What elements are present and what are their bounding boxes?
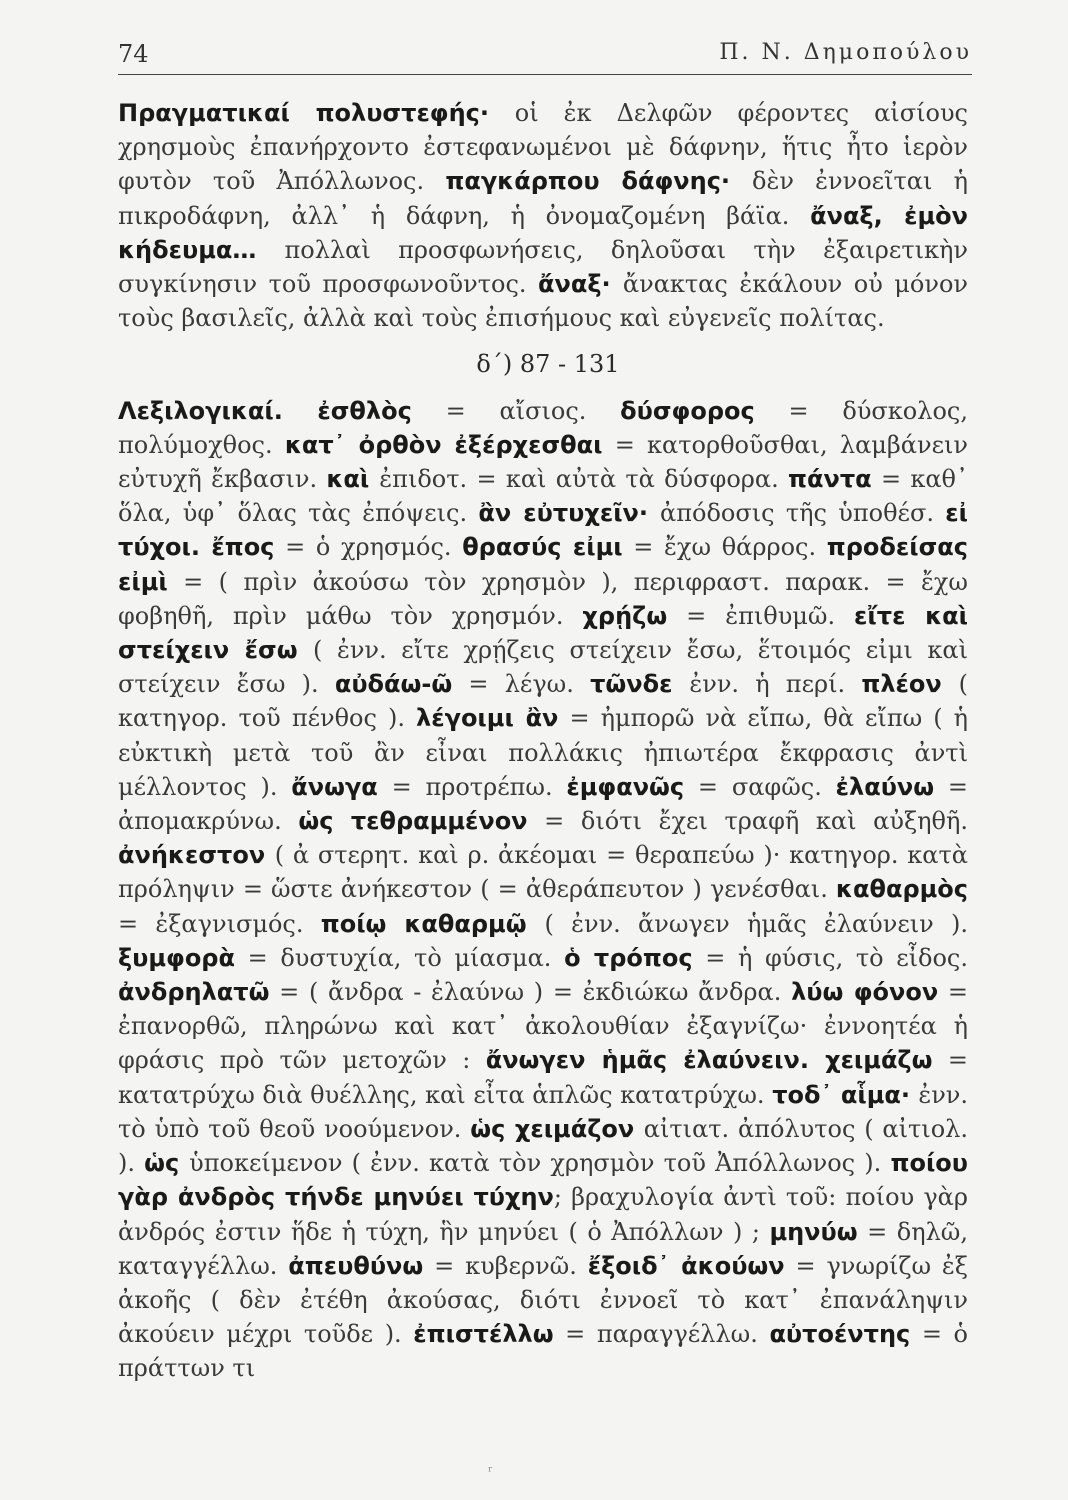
lemma-term: ἄνωγα (291, 772, 378, 801)
lemma-term: ὡς τεθραμμένον (298, 807, 528, 836)
lemma-term: εἴτε καὶ στείχειν ἔσω (118, 601, 968, 665)
lemma-term: Πραγματικαί πολυστεφής· (118, 99, 515, 127)
gloss-text: = ἔχω θάρρος. (622, 533, 827, 562)
gloss-text: = αἴσιος. (411, 396, 621, 425)
lemma-term: ἀνήκεστον (118, 841, 275, 870)
gloss-text: = δύσκολος, πολύμοχθος. (118, 396, 968, 459)
lemma-term: ἐμφανῶς (566, 772, 685, 801)
lemma-term: δύσφορος (620, 396, 755, 425)
body-text (118, 96, 968, 1386)
lemma-term: πλέον (861, 670, 959, 699)
gloss-text: δὲν ἐννοεῖται ἡ πικροδάφνη, ἀλλ᾿ ἡ δάφνη, ἡ ὀνομαζομένη βάϊα. (118, 167, 968, 230)
lemma-term: κατ᾿ ὀρθὸν ἐξέρχεσθαι (284, 430, 603, 459)
lemma-term: ποίου γὰρ ἀνδρὸς τήνδε μηνύει τύχην (118, 1149, 968, 1212)
lemma-term: ἄναξ, ἐμὸν κήδευμα… (118, 201, 968, 264)
lemma-term: τοδ᾿ αἷμα· (772, 1080, 919, 1109)
gloss-text: = ( ἄνδρα - ἐλαύνω ) = ἐκδιώκω ἄνδρα. (269, 978, 792, 1007)
gloss-text: ( ἐνν. εἴτε χρῄζεις στείχειν ἔσω, ἕτοιμός εἰμι καὶ στείχειν ἔσω ). (118, 636, 968, 699)
gloss-text: = κατατρύχω διὰ θυέλλης, καὶ εἶτα ἁπλῶς κατατρύχω. (118, 1046, 969, 1109)
gloss-text: = σαφῶς. (684, 772, 836, 801)
gloss-text: = παραγγέλλω. (553, 1320, 770, 1349)
lemma-term: ἀνδρηλατῶ (118, 978, 270, 1007)
lemma-term: προδείσας εἰμὶ (118, 533, 969, 596)
gloss-text: πολλαὶ προσφωνήσεις, δηλοῦσαι τὴν ἐξαιρετικὴν συγκίνησιν τοῦ προσφωνοῦντος. (118, 235, 968, 299)
lemma-term: μηνύω (769, 1217, 858, 1246)
lemma-term: ξυμφορὰ (118, 943, 235, 972)
gloss-text: = ἐπανορθῶ, πληρώνω καὶ κατ᾿ ἀκολουθίαν ἐξαγνίζω· ἐννοητέα ἡ φράσις πρὸ τῶν μετοχῶν : (118, 978, 968, 1075)
lemma-term: αὐδάω-ῶ (334, 670, 453, 699)
gloss-text: ἐπιδοτ. = καὶ αὐτὰ τὰ δύσφορα. (379, 465, 789, 494)
gloss-text: = ( πρὶν ἀκούσω τὸν χρησμὸν ), περιφραστ. παρακ. = ἔχω φοβηθῆ, πρὶν μάθω τὸν χρησμόν. (118, 567, 968, 630)
paragraph-vocabulary (118, 394, 968, 1386)
lemma-term: παγκάρπου δάφνης· (445, 167, 752, 196)
gloss-text: = καθ᾿ ὅλα, ὑφ᾿ ὅλας τὰς ἐπόψεις. (118, 465, 969, 528)
gloss-text: = ἐπιθυμῶ. (667, 601, 855, 630)
gloss-text: ; βραχυλογία ἀντὶ τοῦ: ποίου γὰρ ἀνδρός ἐστιν ἥδε ἡ τύχη, ἣν μηνύει ( ὁ Ἀπόλλων ) ; (118, 1183, 969, 1246)
gloss-text: ( ἀ στερητ. καὶ ρ. ἀκέομαι = θεραπεύω )· κατηγορ. κατὰ πρόληψιν = ὥστε ἀνήκεστον ( = ἀθεράπευτον ) γενέσθαι. (118, 841, 968, 904)
lemma-term: λύω φόνον (791, 978, 939, 1007)
lemma-term: καὶ (326, 465, 380, 494)
gloss-text: = προτρέπω. (377, 772, 567, 801)
lemma-term: πάντα (788, 465, 872, 494)
gloss-text: = κατορθοῦσθαι, λαμβάνειν εὐτυχῆ ἔκβασιν. (118, 430, 968, 494)
stray-mark: ʳ (488, 1464, 493, 1480)
lemma-term: θρασύς εἰμι (462, 533, 623, 562)
lemma-term: ἐλαύνω (835, 772, 935, 801)
lemma-term: ὡς (144, 1149, 190, 1178)
gloss-text: ἄνακτας ἐκάλουν οὐ μόνον τοὺς βασιλεῖς, ἀλλὰ καὶ τοὺς ἐπισήμους καὶ εὐγενεῖς πολίτας. (118, 270, 968, 333)
page-header (118, 34, 972, 75)
lemma-term: εἰ τύχοι. ἔπος (118, 499, 969, 562)
lemma-term: ὁ τρόπος (564, 943, 693, 972)
gloss-text: = δυστυχία, τὸ μίασμα. (234, 943, 565, 972)
lemma-term: ἔξοιδ᾿ ἀκούων (587, 1251, 785, 1280)
gloss-text: ἐνν. ἡ περί. (689, 670, 862, 699)
gloss-text: = γνωρίζω ἐξ ἀκοῆς ( δὲν ἐτέθη ἀκούσας, διότι ἐννοεῖ τὸ κατ᾿ ἐπανάληψιν ἀκούειν μέχρι τοῦδε ). (118, 1251, 968, 1349)
paragraph-realia (118, 96, 968, 335)
running-head: Π. Ν. Δημοπούλου (719, 40, 972, 65)
page-number: 74 (118, 40, 149, 68)
gloss-text: ( κατηγορ. τοῦ πένθος ). (118, 670, 968, 733)
lemma-term: ἀπευθύνω (288, 1251, 424, 1280)
lemma-term: λέγοιμι ἂν (416, 704, 559, 733)
gloss-text: = ὁ χρησμός. (274, 533, 463, 562)
lemma-term: αὐτοέντης (769, 1320, 911, 1349)
lemma-term: ἐπιστέλλω (413, 1320, 554, 1349)
gloss-text: = ἡ φύσις, τὸ εἶδος. (692, 943, 969, 972)
gloss-text: οἱ ἐκ Δελφῶν φέροντες αἰσίους χρησμοὺς ἐπανήρχοντο ἐστεφανωμένοι μὲ δάφνην, ἥτις ἦτο ἱερὸν φυτὸν τοῦ Ἀπόλλωνος. (118, 99, 968, 196)
lemma-term: Λεξιλογικαί. ἐσθλὸς (118, 396, 412, 425)
section-label: δ΄) 87 - 131 (476, 350, 620, 379)
lemma-term: καθαρμὸς (835, 875, 968, 904)
gloss-text: = ἠμπορῶ νὰ εἴπω, θὰ εἴπω ( ἡ εὐκτικὴ μετὰ τοῦ ἂν εἶναι πολλάκις ἠπιωτέρα ἔκφρασις ἀντὶ μέλλοντος ). (118, 704, 968, 801)
lemma-term: ἄνωγεν ἡμᾶς ἐλαύνειν. χειμάζω (485, 1046, 933, 1075)
gloss-text: ἐνν. τὸ ὑπὸ τοῦ θεοῦ νοούμενον. (118, 1080, 969, 1143)
gloss-text: = ὁ πράττων τι (118, 1320, 968, 1383)
gloss-text: = ἀπομακρύνω. (118, 772, 969, 836)
lemma-term: ἄναξ· (538, 270, 623, 299)
gloss-text: = λέγω. (452, 670, 591, 699)
gloss-text: = διότι ἔχει τραφῆ καὶ αὐξηθῆ. (527, 807, 969, 836)
lemma-term: ποίῳ καθαρμῷ (320, 909, 545, 938)
gloss-text: = δηλῶ, καταγγέλλω. (118, 1217, 968, 1280)
gloss-text: = ἐξαγνισμός. (118, 909, 321, 938)
lemma-term: χρῄζω (582, 601, 668, 630)
lemma-term: τῶνδε (590, 670, 690, 699)
gloss-text: ἀπόδοσις τῆς ὑποθέσ. (660, 499, 946, 528)
lemma-term: ὡς χειμάζον (470, 1114, 644, 1143)
gloss-text: ( ἐνν. ἄνωγεν ἡμᾶς ἐλαύνειν ). (544, 909, 968, 938)
lemma-term: ἂν εὐτυχεῖν· (478, 499, 661, 528)
gloss-text: = κυβερνῶ. (423, 1251, 588, 1280)
gloss-text: αἰτιατ. ἀπόλυτος ( αἰτιολ. ). (118, 1114, 968, 1178)
gloss-text: ὑποκείμενον ( ἐνν. κατὰ τὸν χρησμὸν τοῦ Ἀπόλλωνος ). (189, 1149, 891, 1178)
